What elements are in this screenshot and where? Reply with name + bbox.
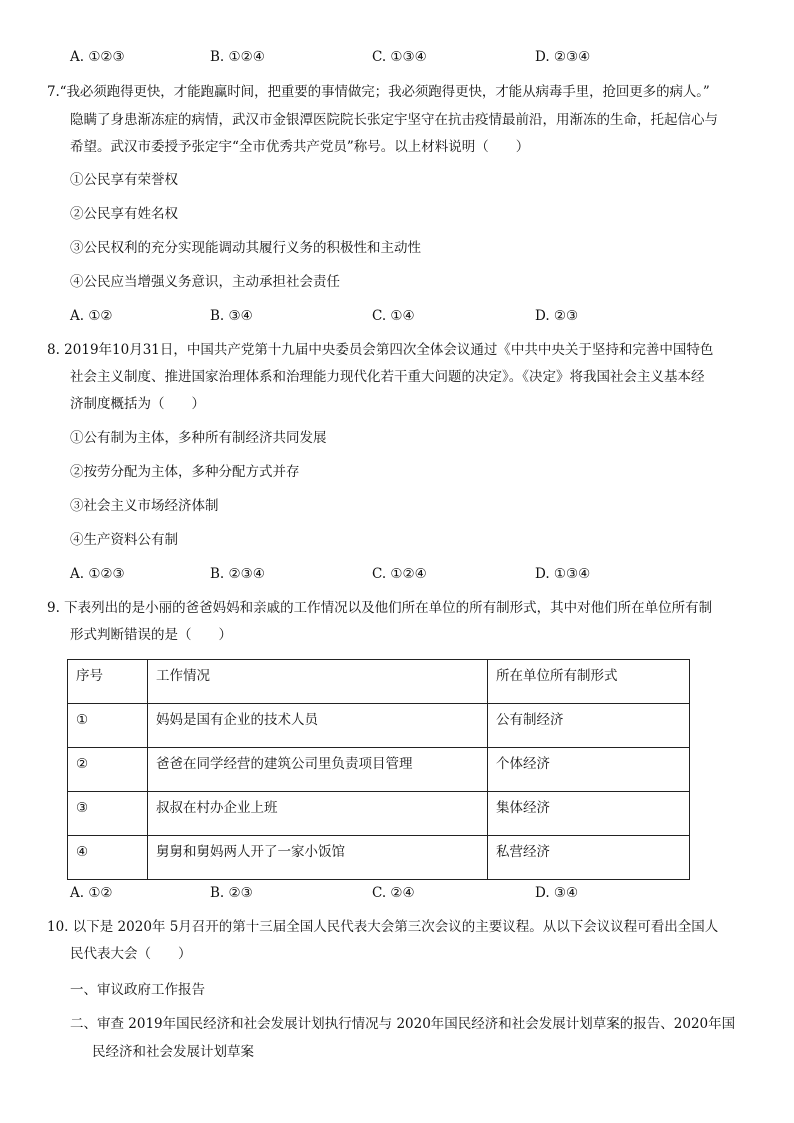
q7-options xyxy=(70,306,710,326)
q6-option-d[interactable]: D. ②③④ xyxy=(535,49,591,65)
table-row xyxy=(68,704,690,748)
q6-option-c[interactable]: C. ①③④ xyxy=(372,49,427,65)
q7-option-b[interactable]: B. ③④ xyxy=(210,308,253,324)
q9-option-d[interactable]: D. ③④ xyxy=(535,885,579,901)
q10-agenda-item-2-cont: 民经济和社会发展计划草案 xyxy=(92,1044,254,1060)
q7-stem-line-1: 7.“我必须跑得更快，才能跑赢时间，把重要的事情做完；我必须跑得更快，才能从病毒手里，抢回更多的病人。” xyxy=(47,84,710,100)
q6-options xyxy=(70,47,710,67)
q8-item-3: ③社会主义市场经济体制 xyxy=(70,498,219,514)
table-cell: 爸爸在同学经营的建筑公司里负责项目管理 xyxy=(148,748,488,792)
table-header-cell: 序号 xyxy=(68,660,148,704)
q9-option-a[interactable]: A. ①② xyxy=(70,885,113,901)
q7-option-a[interactable]: A. ①② xyxy=(70,308,113,324)
table-row xyxy=(68,836,690,880)
table-header-row xyxy=(68,660,690,704)
q9-stem-line-2: 形式判断错误的是（ ） xyxy=(70,627,232,643)
q8-item-1: ①公有制为主体，多种所有制经济共同发展 xyxy=(70,430,327,446)
q9-option-b[interactable]: B. ②③ xyxy=(210,885,253,901)
q7-item-3: ③公民权利的充分实现能调动其履行义务的积极性和主动性 xyxy=(70,240,421,256)
q7-option-d[interactable]: D. ②③ xyxy=(535,308,579,324)
table-cell: 叔叔在村办企业上班 xyxy=(148,792,488,836)
table-cell: 舅舅和舅妈两人开了一家小饭馆 xyxy=(148,836,488,880)
table-header-cell: 工作情况 xyxy=(148,660,488,704)
q7-item-4: ④公民应当增强义务意识，主动承担社会责任 xyxy=(70,274,340,290)
q6-option-b[interactable]: B. ①②④ xyxy=(210,49,265,65)
q8-stem-line-2: 社会主义制度、推进国家治理体系和治理能力现代化若干重大问题的决定》。《决定》将我国社会主义基本经 xyxy=(70,369,705,385)
q6-option-a[interactable]: A. ①②③ xyxy=(70,49,125,65)
table-cell: ② xyxy=(68,748,148,792)
q7-stem-line-3: 希望。武汉市委授予张定宇“全市优秀共产党员”称号。以上材料说明（ ） xyxy=(70,139,530,155)
table-cell: ④ xyxy=(68,836,148,880)
q8-option-c[interactable]: C. ①②④ xyxy=(372,566,427,582)
table-cell: 私营经济 xyxy=(488,836,690,880)
table-cell: 公有制经济 xyxy=(488,704,690,748)
q9-options xyxy=(70,883,710,903)
table-cell: ③ xyxy=(68,792,148,836)
table-cell: ① xyxy=(68,704,148,748)
q8-option-a[interactable]: A. ①②③ xyxy=(70,566,125,582)
q7-item-2: ②公民享有姓名权 xyxy=(70,206,178,222)
q8-option-d[interactable]: D. ①③④ xyxy=(535,566,591,582)
work-situation-table xyxy=(67,659,690,880)
table-row xyxy=(68,748,690,792)
q10-agenda-item-1: 一、审议政府工作报告 xyxy=(70,982,205,998)
q8-item-4: ④生产资料公有制 xyxy=(70,532,178,548)
q10-agenda-item-2: 二、审查 2019年国民经济和社会发展计划执行情况与 2020年国民经济和社会发展计划草案的报告、2020年国 xyxy=(70,1016,736,1032)
table-header-cell: 所在单位所有制形式 xyxy=(488,660,690,704)
q8-item-2: ②按劳分配为主体，多种分配方式并存 xyxy=(70,464,300,480)
table-row xyxy=(68,792,690,836)
q7-item-1: ①公民享有荣誉权 xyxy=(70,172,178,188)
q10-stem-line-2: 民代表大会（ ） xyxy=(70,946,192,962)
q9-option-c[interactable]: C. ②④ xyxy=(372,885,415,901)
q8-options xyxy=(70,564,710,584)
q8-stem-line-3: 济制度概括为（ ） xyxy=(70,396,205,412)
q8-option-b[interactable]: B. ②③④ xyxy=(210,566,265,582)
q10-stem-line-1: 10. 以下是 2020年 5月召开的第十三届全国人民代表大会第三次会议的主要议程。从以下会议议程可看出全国人 xyxy=(47,919,719,935)
table-cell: 妈妈是国有企业的技术人员 xyxy=(148,704,488,748)
q9-stem-line-1: 9. 下表列出的是小丽的爸爸妈妈和亲戚的工作情况以及他们所在单位的所有制形式，其中对他们所在单位所有制 xyxy=(47,600,713,616)
table-cell: 集体经济 xyxy=(488,792,690,836)
q7-option-c[interactable]: C. ①④ xyxy=(372,308,415,324)
q8-stem-line-1: 8. 2019年10月31日，中国共产党第十九届中央委员会第四次全体会议通过《中共中央关于坚持和完善中国特色 xyxy=(47,342,714,358)
table-cell: 个体经济 xyxy=(488,748,690,792)
q7-stem-line-2: 隐瞒了身患渐冻症的病情，武汉市金银潭医院院长张定宇坚守在抗击疫情最前沿，用渐冻的生命，托起信心与 xyxy=(70,112,718,128)
